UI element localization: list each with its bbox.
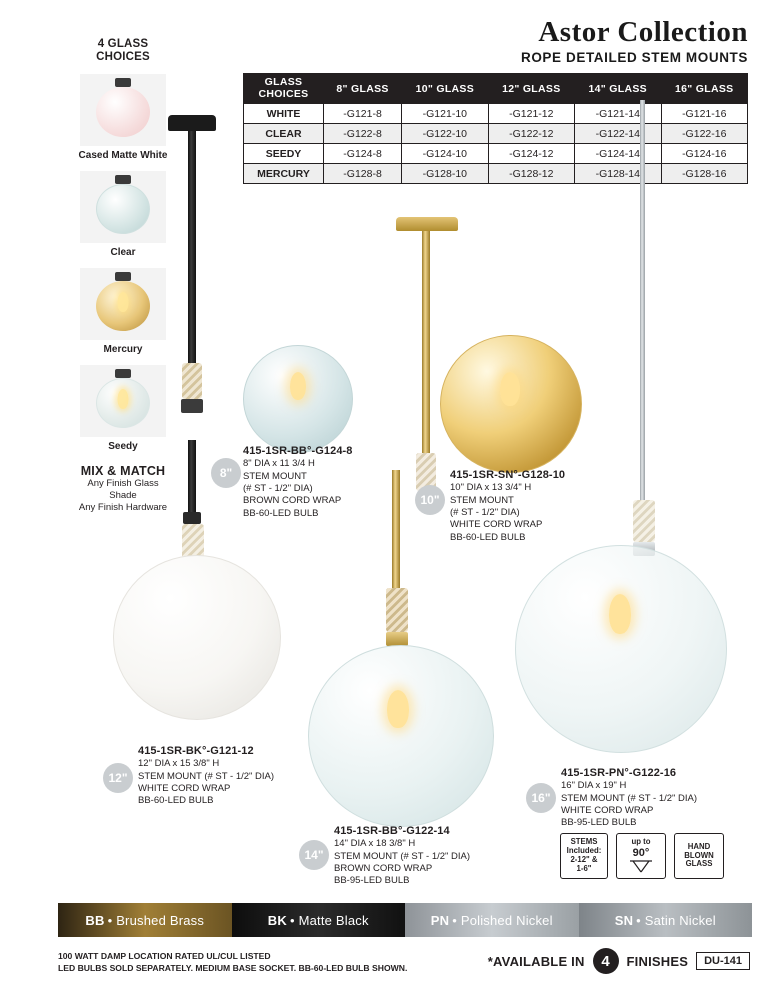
spec-line: BB-60-LED BULB	[243, 507, 319, 519]
stem-rod	[188, 131, 196, 363]
product-code-12in: 415-1SR-BK°-G121-12	[138, 745, 254, 757]
spec-line: STEM MOUNT (# ST - 1/2" DIA)	[138, 770, 275, 782]
spec-line: STEM MOUNT	[450, 494, 514, 506]
finish-name-sn: Satin Nickel	[644, 912, 716, 928]
canopy	[168, 115, 216, 131]
page-header	[521, 18, 748, 65]
finish-code-sn: SN	[614, 912, 634, 928]
table-corner-header: GLASS CHOICES	[244, 74, 324, 104]
collection-subtitle: ROPE DETAILED STEM MOUNTS	[520, 50, 748, 65]
spec-line: BB-60-LED BULB	[450, 531, 526, 543]
stem-rod	[188, 440, 196, 512]
glass-choices-title-line1: 4 GLASS	[97, 38, 149, 50]
spec-line: WHITE CORD WRAP	[561, 804, 654, 816]
mix-line-1: Any Finish Glass Shade	[87, 478, 159, 502]
cell: -G124-12	[488, 144, 574, 164]
caption-16in	[561, 766, 751, 830]
finish-code-pn: PN	[430, 912, 450, 928]
canopy	[396, 217, 458, 231]
cell: -G121-14	[575, 104, 661, 124]
badge-line: GLASS	[685, 859, 713, 869]
swatch-label-clear: Clear	[110, 247, 136, 259]
spec-line: STEM MOUNT (# ST - 1/2" DIA)	[334, 850, 471, 862]
bulb-icon	[118, 389, 129, 409]
finish-count-badge: 4	[593, 948, 619, 974]
cell: -G128-8	[324, 164, 402, 184]
badge-sloped-ceiling	[616, 833, 666, 879]
glass-globe-12in	[113, 555, 281, 720]
badge-line: up to	[631, 837, 651, 847]
badge-line: HAND	[687, 841, 711, 851]
table-col-16: 16" GLASS	[661, 74, 748, 104]
finish-sep: •	[452, 912, 461, 928]
spec-line: BROWN CORD WRAP	[334, 862, 433, 874]
bulb-16in	[609, 594, 631, 634]
spec-line: BB-60-LED BULB	[138, 795, 214, 807]
badge-stems-included	[560, 833, 608, 879]
rope-detail	[386, 588, 408, 632]
cell: -G128-14	[575, 164, 661, 184]
cell: -G121-8	[324, 104, 402, 124]
product-code-16in: 415-1SR-PN°-G122-16	[561, 767, 677, 779]
stem-rod	[392, 470, 400, 588]
swatch-label-mercury: Mercury	[103, 344, 143, 356]
finish-code-bb: BB	[85, 912, 105, 928]
swatch-label-white: Cased Matte White	[78, 150, 168, 162]
table-col-12: 12" GLASS	[488, 74, 574, 104]
cell: -G121-16	[661, 104, 748, 124]
coupler	[183, 512, 201, 524]
canopy-icon	[115, 78, 131, 87]
socket	[386, 632, 408, 646]
size-bubble-10in: 10"	[415, 485, 445, 515]
table-col-14: 14" GLASS	[575, 74, 661, 104]
finish-sep: •	[289, 912, 299, 928]
cell: -G128-12	[488, 164, 574, 184]
product-code-10in: 415-1SR-SN°-G128-10	[450, 469, 566, 481]
finish-option-sn[interactable]	[579, 903, 753, 937]
bulb-10in	[500, 372, 520, 406]
badge-line: 90°	[632, 847, 650, 860]
cell: -G122-16	[661, 124, 748, 144]
size-bubble-14in: 14"	[299, 840, 329, 870]
finish-name-bk: Matte Black	[298, 912, 369, 928]
spec-line: STEM MOUNT	[243, 470, 307, 482]
finish-option-bk[interactable]	[232, 903, 406, 937]
cell: -G128-16	[661, 164, 748, 184]
row-header-clear: CLEAR	[244, 124, 324, 144]
row-header-mercury: MERCURY	[244, 164, 324, 184]
finish-name-pn: Polished Nickel	[460, 912, 553, 928]
spec-line: 12" DIA x 15 3/8" H	[138, 758, 220, 770]
row-header-seedy: SEEDY	[244, 144, 324, 164]
bulb-14in	[387, 690, 409, 728]
table-col-8: 8" GLASS	[324, 74, 402, 104]
product-code-8in: 415-1SR-BB°-G124-8	[243, 445, 353, 457]
caption-14in	[334, 824, 524, 888]
caption-12in	[138, 744, 318, 808]
mix-line-2: Any Finish Hardware	[78, 502, 168, 514]
socket	[181, 399, 203, 413]
bulb-8in	[290, 372, 306, 400]
cell: -G124-10	[402, 144, 488, 164]
finish-code-bk: BK	[267, 912, 287, 928]
spec-line: STEM MOUNT (# ST - 1/2" DIA)	[561, 792, 698, 804]
bulb-icon	[118, 292, 129, 312]
document-code: DU-141	[696, 952, 750, 970]
cell: -G122-8	[324, 124, 402, 144]
stem-rod	[640, 100, 645, 500]
mix-title: MIX & MATCH	[80, 464, 166, 479]
cell: -G122-10	[402, 124, 488, 144]
row-header-white: WHITE	[244, 104, 324, 124]
table-col-10: 10" GLASS	[402, 74, 488, 104]
cell: -G122-14	[575, 124, 661, 144]
spec-line: 16" DIA x 19" H	[561, 780, 627, 792]
badge-line: BLOWN	[684, 850, 714, 860]
glass-globe-16in	[515, 545, 727, 753]
swatch-label-seedy: Seedy	[108, 441, 138, 453]
size-bubble-8in: 8"	[211, 458, 241, 488]
cell: -G124-16	[661, 144, 748, 164]
size-bubble-12in: 12"	[103, 763, 133, 793]
canopy-icon	[115, 369, 131, 378]
glass-globe-14in	[308, 645, 494, 827]
sloped-ceiling-icon	[629, 860, 653, 874]
available-in-text: *AVAILABLE IN	[487, 953, 585, 969]
product-code-14in: 415-1SR-BB°-G122-14	[334, 825, 450, 837]
size-bubble-16in: 16"	[526, 783, 556, 813]
feature-badges	[560, 833, 724, 879]
finishes-word: FINISHES	[626, 953, 689, 969]
badge-line: Included:	[566, 846, 602, 856]
finish-sep: •	[636, 912, 645, 928]
badge-line: 1-6"	[576, 863, 592, 873]
product-image-16in	[600, 100, 770, 560]
spec-line: WHITE CORD WRAP	[450, 519, 543, 531]
finish-sep: •	[107, 912, 117, 928]
canopy-icon	[115, 175, 131, 184]
glass-choices-title-line2: CHOICES	[96, 51, 150, 64]
footer-availability	[488, 948, 750, 974]
finish-options-bar	[58, 903, 752, 937]
cell: -G121-10	[402, 104, 488, 124]
spec-line: BROWN CORD WRAP	[243, 495, 342, 507]
cell: -G121-12	[488, 104, 574, 124]
spec-line: 10" DIA x 13 3/4" H	[450, 482, 532, 494]
finish-option-pn[interactable]	[405, 903, 579, 937]
spec-line: 8" DIA x 11 3/4 H	[243, 458, 315, 470]
cell: -G124-14	[575, 144, 661, 164]
footer-note-line2: LED BULBS SOLD SEPARATELY. MEDIUM BASE SOCKET. BB-60-LED BULB SHOWN.	[58, 962, 408, 973]
footer-note-line1: 100 WATT DAMP LOCATION RATED UL/CUL LISTED	[58, 951, 271, 961]
cell: -G124-8	[324, 144, 402, 164]
spec-line: (# ST - 1/2" DIA)	[450, 506, 520, 518]
collection-title: Astor Collection	[538, 16, 748, 48]
spec-line: WHITE CORD WRAP	[138, 782, 231, 794]
spec-line: (# ST - 1/2" DIA)	[243, 482, 313, 494]
spec-line: BB-95-LED BULB	[561, 817, 637, 829]
badge-hand-blown-glass	[674, 833, 724, 879]
rope-detail	[633, 500, 655, 542]
finish-option-bb[interactable]	[58, 903, 232, 937]
spec-line: 14" DIA x 18 3/8" H	[334, 838, 416, 850]
spec-line: BB-95-LED BULB	[334, 875, 410, 887]
stem-rod	[422, 231, 430, 453]
finish-name-bb: Brushed Brass	[116, 912, 205, 928]
badge-line: STEMS	[570, 837, 598, 847]
badge-line: 2-12" &	[570, 855, 598, 864]
cell: -G128-10	[402, 164, 488, 184]
rope-detail	[182, 363, 202, 399]
cell: -G122-12	[488, 124, 574, 144]
canopy-icon	[115, 272, 131, 281]
footer-note	[58, 951, 407, 974]
